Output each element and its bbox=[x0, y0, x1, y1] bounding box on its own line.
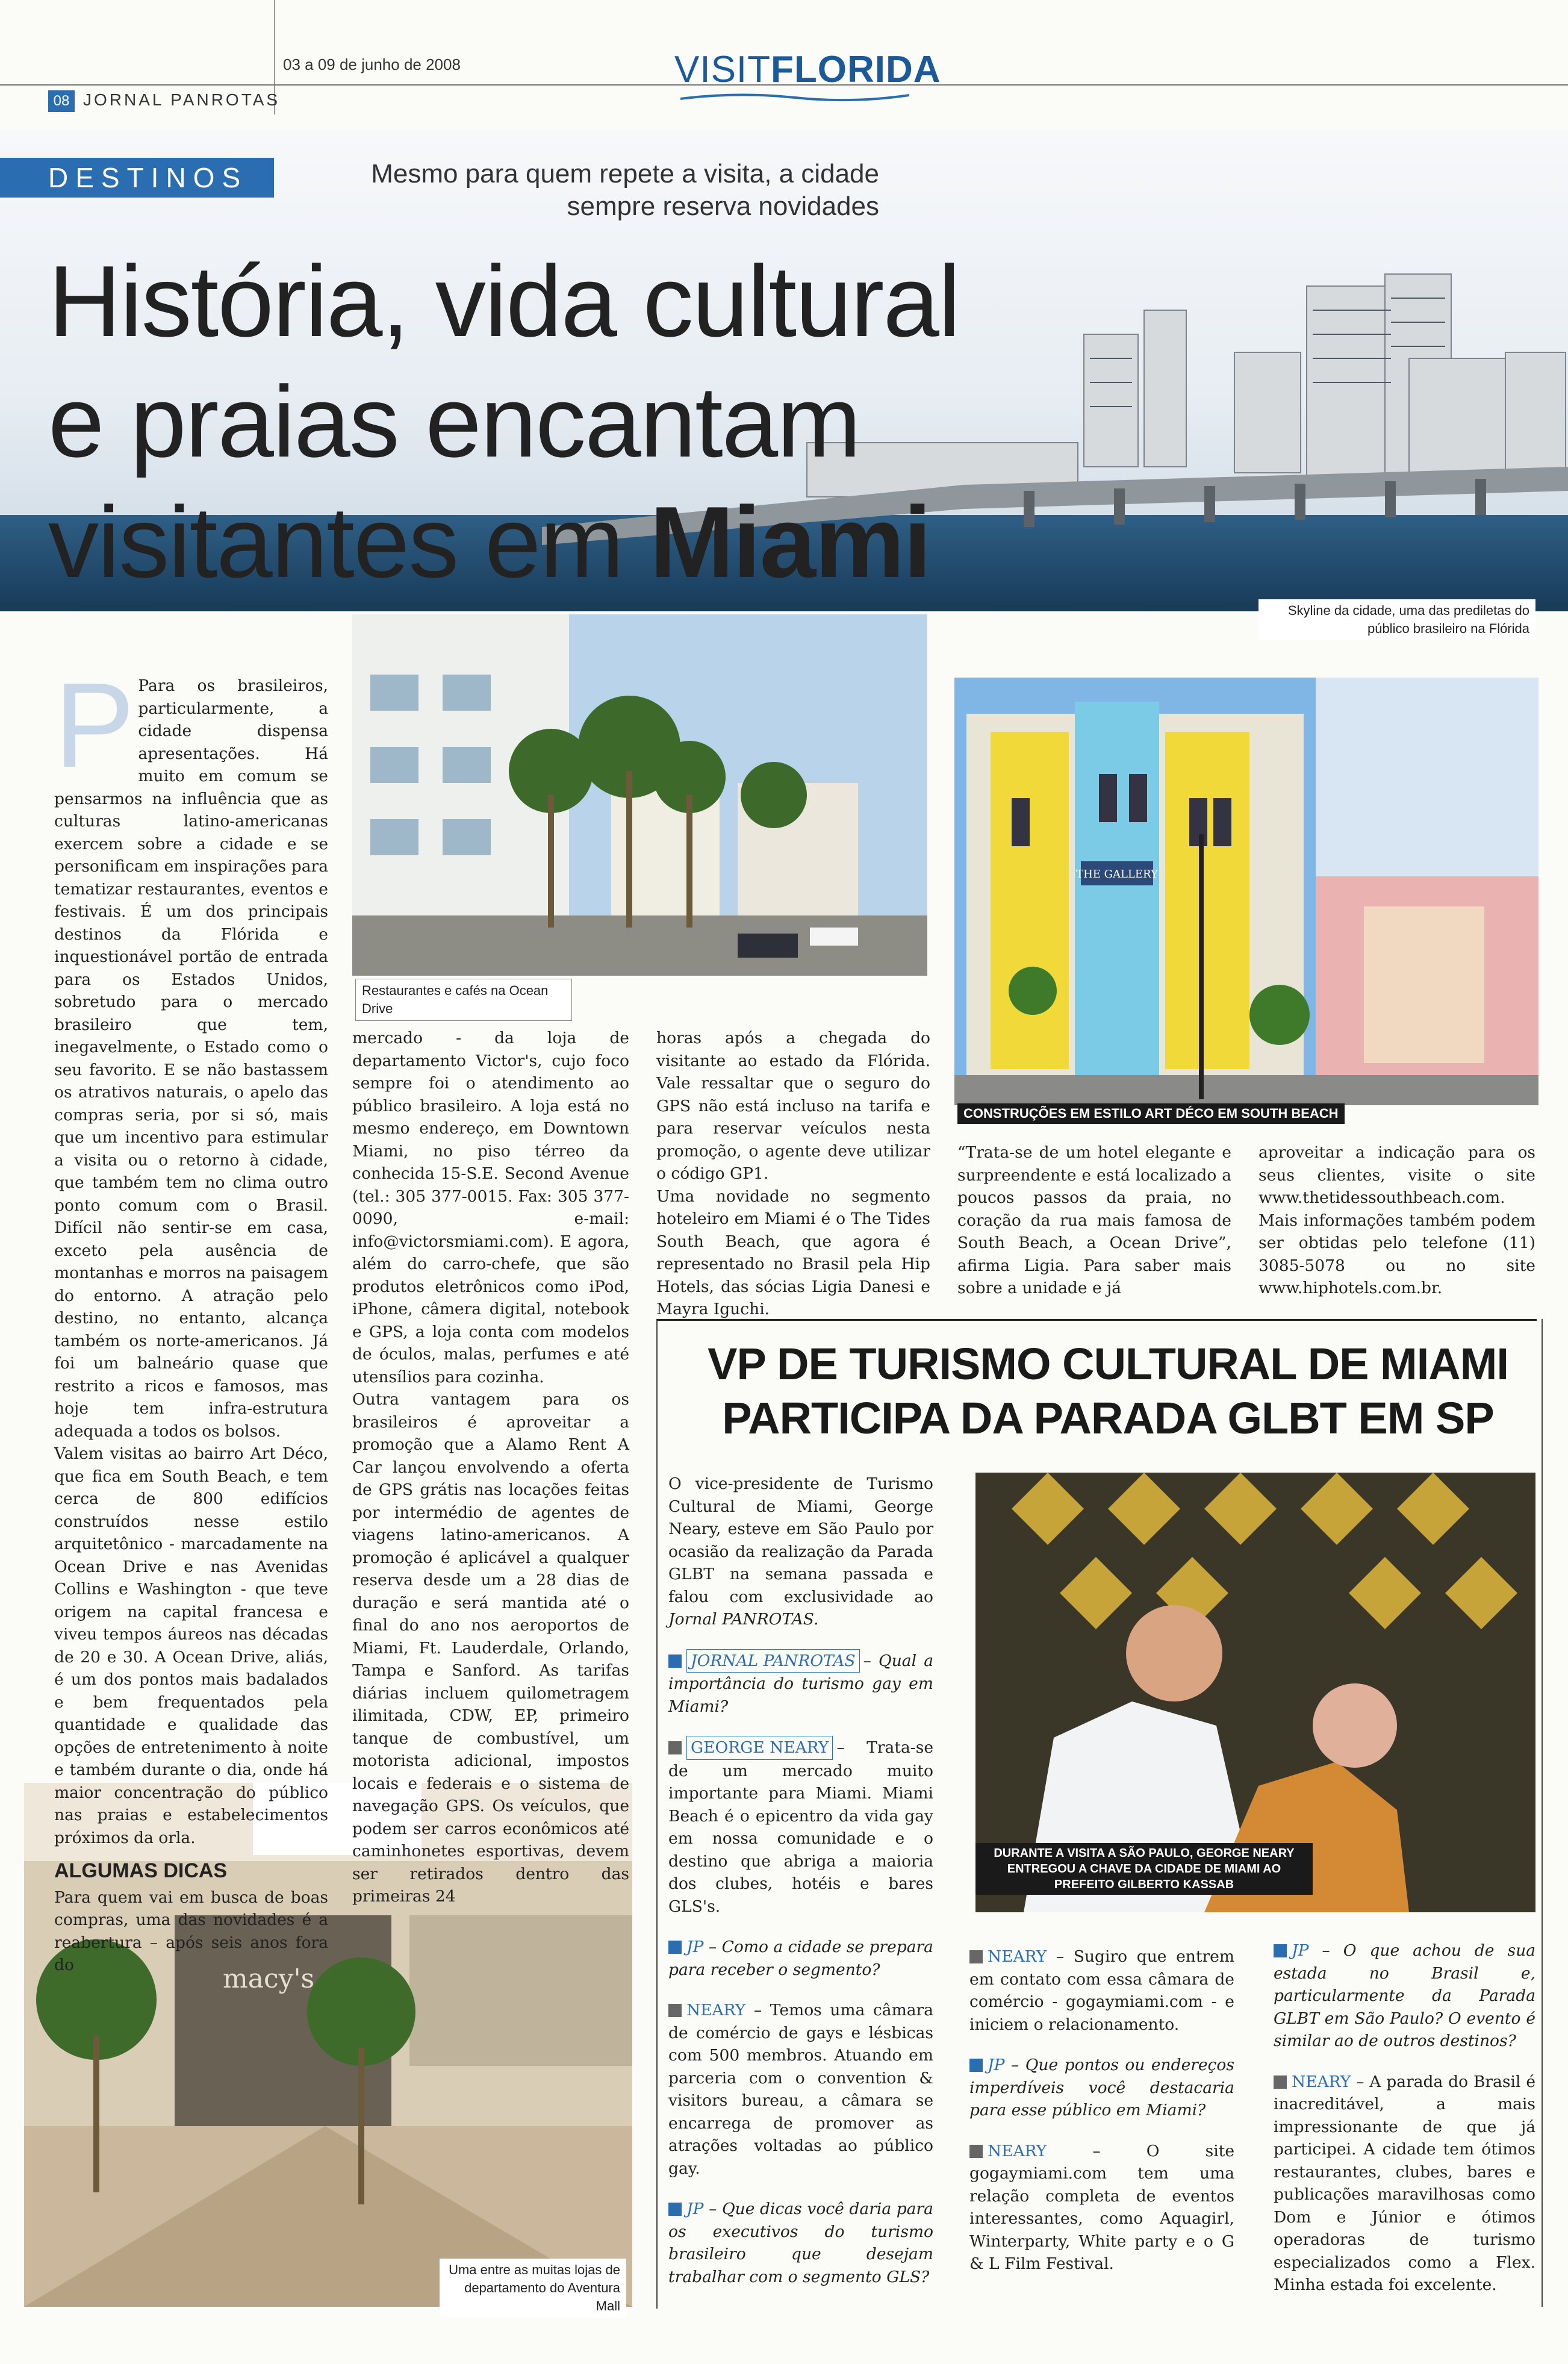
question-1-text: – Qual a importância do turismo gay em Miami? bbox=[668, 1651, 933, 1716]
visitflorida-wave-icon bbox=[680, 92, 909, 102]
col3-paragraph-2: Uma novidade no segmento hoteleiro em Miami é o The Tides South Beach, que agora é representado no Brasil pela Hip Hotels, das sócias Ligia Danesi e Mayra Iguchi. bbox=[656, 1187, 930, 1318]
interview-box-border bbox=[1542, 1319, 1543, 2307]
answer-2-text: – Temos uma câmara de comércio de gays e lésbicas com 500 membros. Atuando em parceria com o convention & visitors bureau, a câmara se encarrega de promover as atrações voltadas ao público gay. bbox=[668, 2001, 933, 2178]
journal-name: JORNAL PANROTAS bbox=[83, 90, 281, 109]
answer-4-text: – O site gogaymiami.com tem uma relação completa de eventos interessantes, como Aquagirl, Winterparty, White party e o G & L Film Festival. bbox=[969, 2141, 1234, 2273]
article-column-2 bbox=[352, 1027, 629, 1908]
article-subhead: ALGUMAS DICAS bbox=[54, 1859, 228, 1882]
question-3 bbox=[668, 2198, 933, 2288]
interview-column-1 bbox=[668, 1473, 933, 2288]
art-deco-photo bbox=[954, 678, 1538, 1105]
interview-title-line-2: PARTICIPA DA PARADA GLBT EM SP bbox=[722, 1393, 1494, 1443]
question-5-text: – O que achou de sua estada no Brasil e, particularmente da Parada GLBT em São Paulo? O evento é similar ao de outros destinos? bbox=[1274, 1941, 1535, 2050]
col4-paragraph-1: “Trata-se de um hotel elegante e surpreendente e está localizado a poucos passos da praia, no coração da rua mais famosa de South Beach, a Ocean Drive”, afirma Ligia. Para saber mais sobre a unidade e já bbox=[957, 1143, 1231, 1297]
question-1-tag: JORNAL PANROTAS bbox=[686, 1649, 860, 1673]
answer-4 bbox=[969, 2140, 1234, 2275]
col1-paragraph-3: Para quem vai em busca de boas compras, uma das novidades é a reabertura – após seis anos fora do bbox=[54, 1888, 328, 1974]
headline-line-2: e praias encantam bbox=[48, 365, 860, 478]
answer-5-text: – A parada do Brasil é inacreditável, a mais impressionante de que já participei. A cidade tem ótimos restaurantes, clubes, bares e publicações maravilhosas como Dom e Júnior e ótimos operadoras de turismo especializados como a Flex. Minha estada foi excelente. bbox=[1274, 2072, 1535, 2294]
answer-3-tag: NEARY bbox=[988, 1947, 1047, 1966]
art-deco-caption: CONSTRUÇÕES EM ESTILO ART DÉCO EM SOUTH BEACH bbox=[957, 1103, 1345, 1124]
dropcap: P bbox=[54, 658, 135, 793]
col1-paragraph-2: Valem visitas ao bairro Art Déco, que fica em South Beach, e tem cerca de 800 edifícios construídos nesse estilo arquitetônico - marcadamente na Ocean Drive e nas Avenidas Collins e Washington - que teve origem na capital francesa e viveu tempos áureos nas décadas de 20 e 30. A Ocean Drive, aliás, é um dos pontos mais badalados e bem frequentados pela quantidade e qualidade das opções de entretenimento à noite e também durante o dia, onde há maior concentração do público nas praias e estabelecimentos próximos da orla. bbox=[54, 1444, 328, 1847]
answer-5 bbox=[1274, 2071, 1535, 2297]
bullet-square-icon bbox=[969, 2059, 983, 2072]
article-headline bbox=[48, 241, 959, 602]
answer-2-tag: NEARY bbox=[686, 2001, 746, 2019]
mall-caption: Uma entre as muitas lojas de departamento do Aventura Mall bbox=[440, 2259, 626, 2318]
page-number: 08 bbox=[48, 90, 75, 112]
macys-sign: macy's bbox=[223, 1963, 315, 1994]
interview-intro-italic: Jornal PANROTAS. bbox=[668, 1610, 819, 1629]
bullet-square-icon bbox=[668, 2203, 682, 2216]
headline-line-1: História, vida cultural bbox=[48, 245, 960, 358]
headline-line-3 bbox=[48, 482, 959, 602]
bullet-square-icon bbox=[969, 2145, 983, 2158]
answer-4-tag: NEARY bbox=[988, 2141, 1047, 2160]
bullet-square-icon bbox=[668, 1654, 682, 1668]
question-4-tag: JP bbox=[988, 2056, 1005, 2074]
question-3-text: – Que dicas você daria para os executivos do turismo brasileiro que desejam trabalhar com o segmento GLS? bbox=[668, 2200, 933, 2286]
issue-date: 03 a 09 de junho de 2008 bbox=[283, 55, 461, 73]
headline-line-3-bold: Miami bbox=[650, 485, 931, 599]
question-2 bbox=[668, 1936, 933, 1981]
gallery-sign: THE GALLERY bbox=[1076, 868, 1158, 881]
answer-3 bbox=[969, 1945, 1234, 2036]
col2-paragraph-2: Outra vantagem para os brasileiros é aproveitar a promoção que a Alamo Rent A Car lançou envolvendo a oferta de GPS grátis nas locações feitas por intermédio de agentes de viagens latino-americanos. A promoção é aplicável a qualquer reserva desde um a 28 dias de duração e será mantida até o final do ano nos aeroportos de Miami, Ft. Lauderdale, Orlando, Tampa e Sanford. As tarifas diárias incluem quilometragem ilimitada, CDW, EP, primeiro tanque de combustível, um motorista adicional, impostos locais e federais e o sistema de navegação GPS. Os veículos, que podem ser carros econômicos até caminhonetes esportivas, devem ser retirados dentro das primeiras 24 bbox=[352, 1390, 629, 1906]
interview-column-3 bbox=[1274, 1939, 1535, 2297]
col2-paragraph-1: mercado - da loja de departamento Victor's, cujo foco sempre foi o atendimento ao público brasileiro. A loja está no mesmo endereço, em Downtown Miami, no piso térreo da conhecida 15-S.E. Second Avenue (tel.: 305 377-0015. Fax: 305 377-0090, e-mail: info@victorsmiami.com). E agora, além do carro-chefe, que são produtos eletrônicos como iPod, iPhone, câmera digital, notebook e GPS, a loja conta com modelos de óculos, malas, perfumes e até utensílios para cozinha. bbox=[352, 1029, 629, 1386]
question-1 bbox=[668, 1649, 933, 1718]
interview-title-line-1: VP DE TURISMO CULTURAL DE MIAMI bbox=[708, 1339, 1508, 1389]
question-2-text: – Como a cidade se prepara para receber o segmento? bbox=[668, 1938, 933, 1979]
bullet-square-icon bbox=[668, 2004, 682, 2017]
col3-paragraph-1: horas após a chegada do visitante ao estado da Flórida. Vale ressaltar que o seguro do GPS não está incluso na tarifa e para reservar veículos nesta promoção, o agente deve utilizar o código GP1. bbox=[656, 1029, 930, 1183]
interview-column-2 bbox=[969, 1945, 1234, 2275]
question-2-tag: JP bbox=[686, 1938, 704, 1956]
interview-intro-text: O vice-presidente de Turismo Cultural de Miami, George Neary, esteve em São Paulo por ocasião da realização da Parada GLBT na semana passada e falou com exclusividade ao bbox=[668, 1474, 933, 1606]
ocean-drive-caption: Restaurantes e cafés na Ocean Drive bbox=[355, 979, 572, 1021]
answer-3-text: – Sugiro que entrem em contato com essa câmara de comércio - gogaymiami.com - e iniciem o relacionamento. bbox=[969, 1947, 1234, 2034]
article-column-1 bbox=[54, 658, 328, 1977]
answer-2 bbox=[668, 1999, 933, 2180]
answer-1-text: – Trata-se de um mercado muito importante para Miami. Miami Beach é o epicentro da vida gay em nossa comunidade e o destino que abriga a maioria dos clubes, hotéis e bares GLS's. bbox=[668, 1738, 933, 1916]
answer-5-tag: NEARY bbox=[1292, 2072, 1351, 2091]
question-3-tag: JP bbox=[686, 2200, 704, 2218]
skyline-caption: Skyline da cidade, uma das prediletas do público brasileiro na Flórida bbox=[1258, 599, 1535, 640]
interview-title bbox=[686, 1337, 1529, 1446]
article-kicker: Mesmo para quem repete a visita, a cidade sempre reserva novidades bbox=[371, 159, 879, 221]
bullet-square-icon bbox=[1274, 1944, 1287, 1957]
bullet-square-icon bbox=[668, 1941, 682, 1954]
bullet-square-icon bbox=[1274, 2076, 1287, 2089]
bullet-square-icon bbox=[668, 1741, 682, 1754]
article-column-3 bbox=[656, 1027, 930, 1321]
bullet-square-icon bbox=[969, 1950, 983, 1963]
article-column-5 bbox=[1258, 1141, 1535, 1300]
neary-caption: DURANTE A VISITA A SÃO PAULO, GEORGE NEARY ENTREGOU A CHAVE DA CIDADE DE MIAMI AO PREFEITO GILBERTO KASSAB bbox=[975, 1843, 1313, 1895]
col5-paragraph-1: aproveitar a indicação para os seus clientes, visite o site www.thetidessouthbeach.com. Mais informações também podem ser obtidas pelo telefone (11) 3085-5078 ou no site www.hiphotels.com.br. bbox=[1258, 1143, 1535, 1297]
interview-intro bbox=[668, 1473, 933, 1631]
visitflorida-logo: VISITFLORIDA bbox=[674, 49, 941, 90]
article-column-4 bbox=[957, 1141, 1231, 1300]
question-4 bbox=[969, 2054, 1234, 2122]
col1-paragraph-1: Para os brasileiros, particularmente, a cidade dispensa apresentações. Há muito em comum se pensarmos na influência que as culturas latino-americanas exercem sobre a cidade e se personificam em inspirações para tematizar restaurantes, eventos e festivais. É um dos principais destinos da Flórida e inquestionável portão de entrada para os Estados Unidos, sobretudo para o mercado brasileiro que tem, inegavelmente, o Estado como o seu favorito. E se não bastassem os atrativos naturais, o apelo das compras seria, por si só, mais que um incentivo para estimular a visita ou o retorno à cidade, que também tem no clima outro ponto comum com o Brasil. Difícil não sentir-se em casa, exceto pela ausência de montanhas e morros na paisagem do entorno. A atração pelo destino, no entanto, alcança também os norte-americanos. Já foi um balneário quase que restrito a ricos e famosos, mas hoje tem infra-estrutura adequada a todos os bolsos. bbox=[54, 676, 328, 1441]
answer-1 bbox=[668, 1736, 933, 1918]
section-tag: DESTINOS bbox=[0, 158, 274, 198]
question-5-tag: JP bbox=[1292, 1941, 1309, 1960]
question-4-text: – Que pontos ou endereços imperdíveis você destacaria para esse público em Miami? bbox=[969, 2056, 1234, 2119]
headline-line-3-light: visitantes em bbox=[48, 485, 650, 599]
ocean-drive-photo bbox=[352, 614, 927, 976]
answer-1-tag: GEORGE NEARY bbox=[686, 1736, 833, 1760]
question-5 bbox=[1274, 1939, 1535, 2053]
